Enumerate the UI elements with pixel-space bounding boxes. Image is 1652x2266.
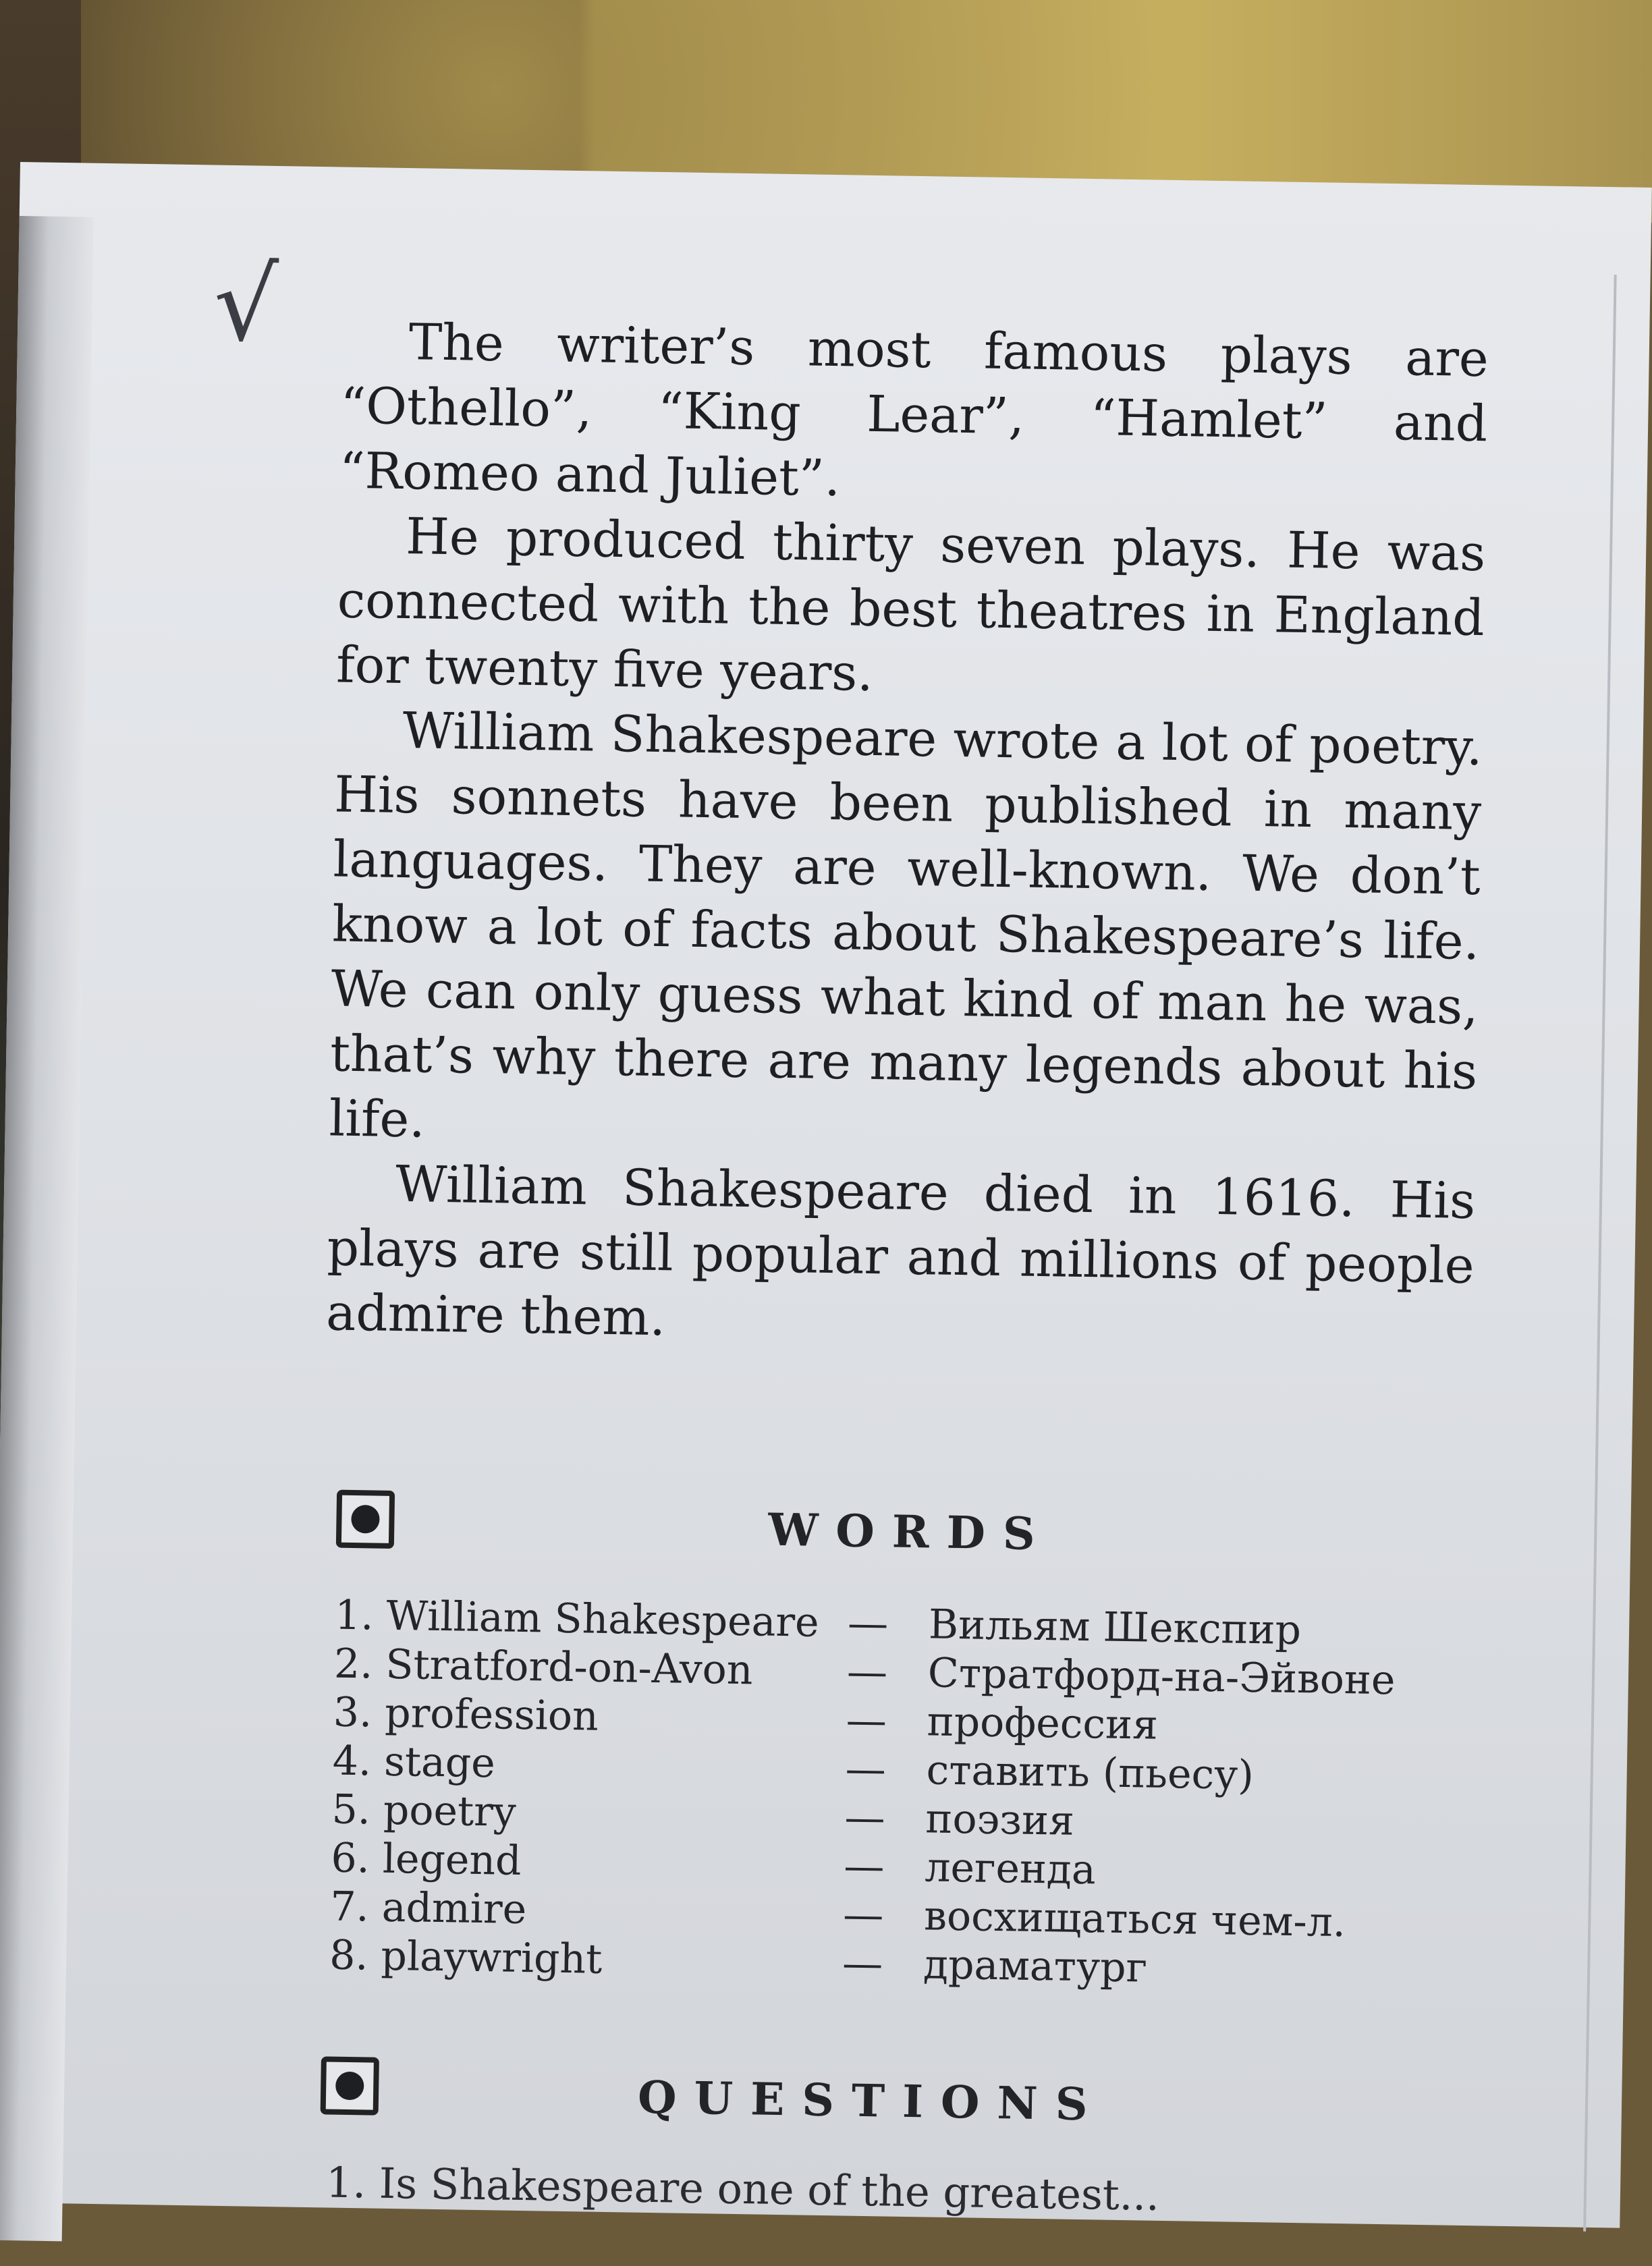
question-item: 1. Is Shakespeare one of the greatest... bbox=[325, 2157, 1160, 2220]
page-margin-rule bbox=[1583, 275, 1617, 2232]
word-english: 7. admire bbox=[329, 1883, 527, 1934]
questions-section-header bbox=[0, 2051, 1340, 2147]
word-english: 8. playwright bbox=[329, 1931, 603, 1983]
word-english: 1. William Shakespeare bbox=[334, 1591, 820, 1647]
word-russian: ставить (пьесу) bbox=[926, 1746, 1255, 1800]
word-dash: — bbox=[842, 1891, 884, 1939]
word-english: 5. poetry bbox=[331, 1786, 517, 1836]
paragraph: William Shakespeare died in 1616. His plays are still popular and millions of people admire them. bbox=[325, 1155, 1476, 1348]
word-english: 6. legend bbox=[331, 1834, 522, 1885]
word-dash: — bbox=[843, 1842, 885, 1891]
word-dash: — bbox=[847, 1599, 889, 1648]
word-dash: — bbox=[842, 1939, 883, 1988]
paragraph: He produced thirty seven plays. He was connected with the best theatres in England for twenty five years. bbox=[335, 507, 1486, 702]
word-english: 2. Stratford-on-Avon bbox=[333, 1640, 753, 1694]
questions-section-icon bbox=[321, 2056, 379, 2115]
words-section-icon bbox=[336, 1490, 395, 1549]
word-russian: легенда bbox=[924, 1844, 1097, 1894]
paragraph: William Shakespeare wrote a lot of poetry. His sonnets have been published in many languages. They are well-known. We don’t know a lot of facts about Shakespeare’s life. We can only guess what kind of man he was, that’s why there are many legends about his life. bbox=[329, 702, 1483, 1149]
questions-section-title: QUESTIONS bbox=[637, 2070, 1106, 2131]
page-edge-shadow bbox=[0, 216, 94, 2241]
word-russian: профессия bbox=[927, 1698, 1159, 1749]
handwritten-checkmark: √ bbox=[213, 246, 279, 365]
word-russian: восхищаться чем-л. bbox=[923, 1892, 1346, 1947]
word-dash: — bbox=[845, 1745, 887, 1794]
word-russian: Вильям Шекспир bbox=[928, 1601, 1302, 1655]
words-section-title: WORDS bbox=[767, 1503, 1053, 1561]
word-dash: — bbox=[846, 1648, 888, 1696]
word-dash: — bbox=[844, 1794, 886, 1842]
word-dash: — bbox=[846, 1696, 887, 1745]
word-russian: драматург bbox=[923, 1941, 1148, 1992]
book-page bbox=[0, 162, 1652, 2228]
vocabulary-list bbox=[329, 1591, 1449, 1997]
word-english: 3. profession bbox=[333, 1688, 599, 1740]
word-russian: Стратфорд-на-Эйвоне bbox=[927, 1649, 1396, 1705]
paragraph: The writer’s most famous plays are “Othello”, “King Lear”, “Hamlet” and “Romeo and Juliet”. bbox=[339, 313, 1489, 508]
reading-text bbox=[326, 309, 1489, 1364]
word-russian: поэзия bbox=[925, 1795, 1075, 1845]
word-english: 4. stage bbox=[332, 1737, 496, 1788]
words-section-header bbox=[0, 1485, 1349, 1580]
